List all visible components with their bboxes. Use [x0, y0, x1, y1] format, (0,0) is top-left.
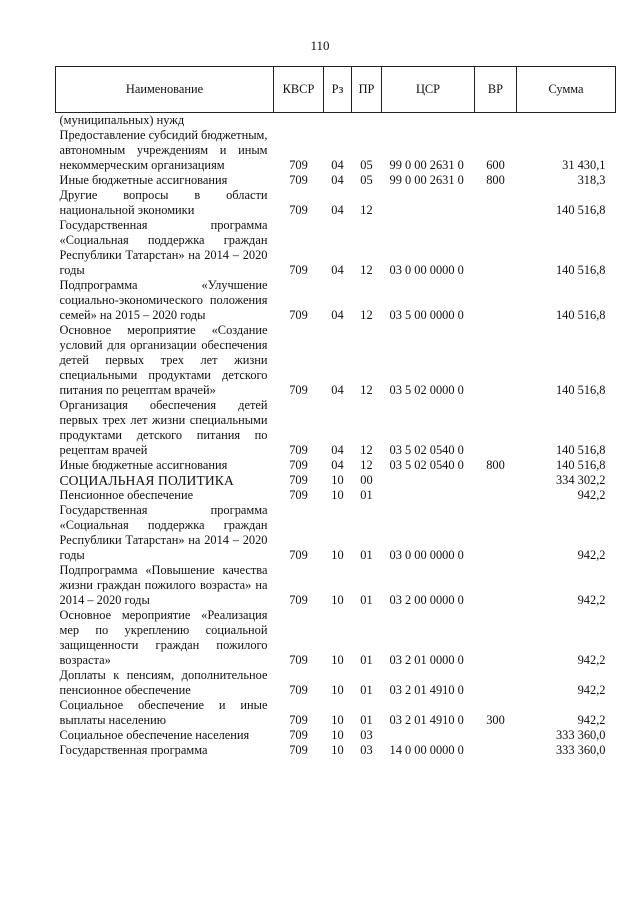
cell-vr [475, 668, 517, 698]
cell-name: Организация обеспечения детей первых трех лет жизни специальными продуктами детского питания по рецептам врачей [59, 398, 268, 457]
cell-rz: 10 [331, 653, 344, 667]
cell-rz: 04 [331, 458, 344, 472]
cell-rz: 04 [331, 263, 344, 277]
cell-sum: 333 360,0 [555, 743, 606, 757]
cell-kvsr: 709 [289, 473, 308, 487]
cell-csr: 03 2 00 0000 0 [389, 593, 464, 607]
cell-name: Социальное обеспечение и иные выплаты населению [59, 698, 268, 727]
cell-csr [382, 473, 475, 488]
cell-kvsr [274, 113, 324, 129]
cell-kvsr: 709 [289, 263, 308, 277]
cell-name: Государственная программа [59, 743, 208, 757]
cell-pr: 12 [360, 308, 373, 322]
cell-name: Государственная программа «Социальная поддержка граждан Республики Татарстан» на 2014 – 2020 годы [59, 503, 268, 562]
cell-sum: 942,2 [577, 593, 606, 607]
cell-kvsr: 709 [289, 743, 308, 757]
table-row [56, 278, 616, 323]
cell-sum: 140 516,8 [555, 263, 606, 277]
cell-kvsr: 709 [289, 443, 308, 457]
cell-rz: 10 [331, 713, 344, 727]
cell-csr: 03 5 00 0000 0 [389, 308, 464, 322]
cell-csr: 03 5 02 0540 0 [389, 458, 464, 472]
cell-vr [475, 503, 517, 563]
cell-csr: 03 2 01 0000 0 [389, 653, 464, 667]
cell-sum: 942,2 [577, 548, 606, 562]
table-row [56, 323, 616, 398]
table-row [56, 743, 616, 758]
cell-sum: 942,2 [577, 488, 606, 502]
cell-name: Подпрограмма «Улучшение социально-экономического положения семей» на 2015 – 2020 годы [59, 278, 268, 322]
cell-sum: 140 516,8 [555, 308, 606, 322]
cell-name: СОЦИАЛЬНАЯ ПОЛИТИКА [59, 473, 234, 488]
cell-sum: 318,3 [577, 173, 606, 187]
cell-csr: 03 2 01 4910 0 [389, 713, 464, 727]
table-body [56, 113, 616, 759]
cell-kvsr: 709 [289, 458, 308, 472]
cell-kvsr: 709 [289, 203, 308, 217]
cell-pr [352, 113, 382, 129]
cell-rz: 04 [331, 308, 344, 322]
cell-pr: 05 [360, 173, 373, 187]
table-row [56, 113, 616, 129]
cell-csr: 03 5 02 0540 0 [389, 443, 464, 457]
cell-sum: 140 516,8 [555, 383, 606, 397]
cell-csr: 14 0 00 0000 0 [389, 743, 464, 757]
cell-kvsr: 709 [289, 728, 308, 742]
cell-vr [475, 563, 517, 608]
cell-rz: 10 [331, 683, 344, 697]
header-kvsr: КВСР [274, 67, 324, 113]
header-name: Наименование [56, 67, 274, 113]
cell-pr: 01 [360, 593, 373, 607]
table-row [56, 608, 616, 668]
cell-pr: 12 [360, 458, 373, 472]
cell-kvsr: 709 [289, 158, 308, 172]
cell-rz: 04 [331, 173, 344, 187]
cell-sum: 31 430,1 [562, 158, 606, 172]
cell-csr [382, 113, 475, 129]
cell-sum: 334 302,2 [555, 473, 606, 487]
cell-pr: 01 [360, 713, 373, 727]
cell-vr [475, 608, 517, 668]
cell-csr: 99 0 00 2631 0 [389, 158, 464, 172]
cell-name: Доплаты к пенсиям, дополнительное пенсионное обеспечение [59, 668, 268, 697]
header-rz: Рз [324, 67, 352, 113]
table-row [56, 473, 616, 488]
cell-rz: 10 [331, 593, 344, 607]
header-sum: Сумма [517, 67, 616, 113]
cell-name: (муниципальных) нужд [59, 113, 185, 127]
cell-vr [475, 278, 517, 323]
cell-vr [475, 728, 517, 743]
cell-csr: 99 0 00 2631 0 [389, 173, 464, 187]
cell-kvsr: 709 [289, 593, 308, 607]
cell-csr: 03 0 00 0000 0 [389, 548, 464, 562]
cell-name: Другие вопросы в области национальной экономики [59, 188, 268, 217]
cell-csr [382, 728, 475, 743]
cell-name: Государственная программа «Социальная поддержка граждан Республики Татарстан» на 2014 – 2020 годы [59, 218, 268, 277]
table-row [56, 563, 616, 608]
cell-pr: 12 [360, 263, 373, 277]
cell-pr: 01 [360, 653, 373, 667]
cell-pr: 12 [360, 443, 373, 457]
table-row [56, 488, 616, 503]
cell-name: Пенсионное обеспечение [59, 488, 194, 502]
cell-rz: 10 [331, 743, 344, 757]
cell-pr: 12 [360, 203, 373, 217]
cell-vr [475, 398, 517, 458]
cell-rz: 04 [331, 443, 344, 457]
table-row [56, 188, 616, 218]
cell-name: Предоставление субсидий бюджетным, автономным учреждениям и иным некоммерческим организациям [59, 128, 268, 172]
table-row [56, 398, 616, 458]
cell-sum: 942,2 [577, 653, 606, 667]
cell-rz: 10 [331, 728, 344, 742]
cell-name: Иные бюджетные ассигнования [59, 458, 228, 472]
cell-kvsr: 709 [289, 548, 308, 562]
cell-rz: 04 [331, 203, 344, 217]
cell-vr: 800 [486, 173, 505, 187]
cell-kvsr: 709 [289, 383, 308, 397]
cell-rz: 04 [331, 158, 344, 172]
page-number: 110 [310, 38, 330, 53]
cell-rz: 04 [331, 383, 344, 397]
table-row [56, 668, 616, 698]
cell-sum: 140 516,8 [555, 458, 606, 472]
table-row [56, 173, 616, 188]
cell-vr [475, 743, 517, 758]
cell-sum: 942,2 [577, 713, 606, 727]
table-row [56, 698, 616, 728]
cell-pr: 03 [360, 743, 373, 757]
cell-vr [475, 323, 517, 398]
table-row [56, 458, 616, 473]
cell-rz: 10 [331, 548, 344, 562]
table-row [56, 503, 616, 563]
cell-kvsr: 709 [289, 308, 308, 322]
cell-vr [475, 473, 517, 488]
cell-csr [382, 488, 475, 503]
table-row [56, 728, 616, 743]
cell-csr: 03 5 02 0000 0 [389, 383, 464, 397]
cell-kvsr: 709 [289, 683, 308, 697]
cell-kvsr: 709 [289, 488, 308, 502]
cell-pr: 00 [360, 473, 373, 487]
cell-name: Иные бюджетные ассигнования [59, 173, 228, 187]
cell-csr [382, 188, 475, 218]
cell-pr: 03 [360, 728, 373, 742]
cell-pr: 01 [360, 683, 373, 697]
cell-rz: 10 [331, 488, 344, 502]
cell-sum: 140 516,8 [555, 443, 606, 457]
header-pr: ПР [352, 67, 382, 113]
header-csr: ЦСР [382, 67, 475, 113]
cell-pr: 05 [360, 158, 373, 172]
cell-sum: 942,2 [577, 683, 606, 697]
cell-vr [475, 218, 517, 278]
cell-kvsr: 709 [289, 713, 308, 727]
cell-pr: 01 [360, 548, 373, 562]
cell-csr: 03 2 01 4910 0 [389, 683, 464, 697]
cell-vr [475, 188, 517, 218]
cell-vr: 600 [486, 158, 505, 172]
cell-name: Основное мероприятие «Реализация мер по укреплению социальной защищенности граждан пожилого возраста» [59, 608, 268, 667]
cell-sum: 333 360,0 [555, 728, 606, 742]
cell-name: Подпрограмма «Повышение качества жизни граждан пожилого возраста» на 2014 – 2020 годы [59, 563, 268, 607]
cell-pr: 01 [360, 488, 373, 502]
cell-vr: 300 [486, 713, 505, 727]
cell-sum: 140 516,8 [555, 203, 606, 217]
cell-pr: 12 [360, 383, 373, 397]
cell-sum [517, 113, 616, 129]
cell-rz: 10 [331, 473, 344, 487]
header-vr: ВР [475, 67, 517, 113]
cell-kvsr: 709 [289, 653, 308, 667]
cell-vr [475, 488, 517, 503]
budget-table [55, 66, 616, 758]
cell-rz [324, 113, 352, 129]
table-header-row [56, 67, 616, 113]
cell-kvsr: 709 [289, 173, 308, 187]
cell-name: Социальное обеспечение населения [59, 728, 250, 742]
cell-vr: 800 [486, 458, 505, 472]
table-row [56, 218, 616, 278]
table-row [56, 128, 616, 173]
cell-csr: 03 0 00 0000 0 [389, 263, 464, 277]
cell-vr [475, 113, 517, 129]
cell-name: Основное мероприятие «Создание условий для организации обеспечения детей первых трех лет жизни специальными продуктами детского питания по рецептам врачей» [59, 323, 268, 397]
